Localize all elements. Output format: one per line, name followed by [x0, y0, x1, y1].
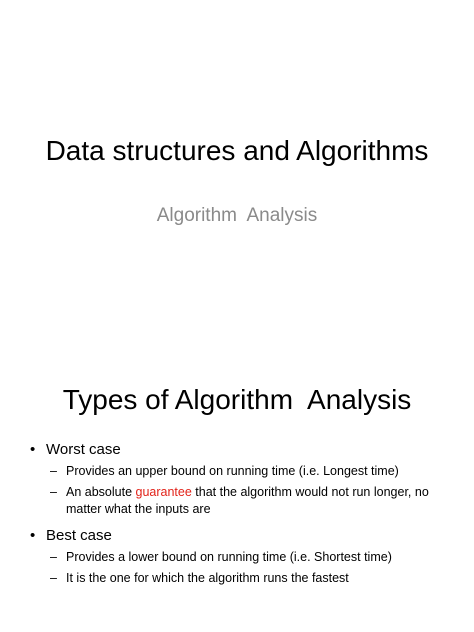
- slide-2-title: Types of Algorithm Analysis: [62, 384, 412, 415]
- sub-bullet-marker: –: [50, 485, 57, 499]
- sub-bullet-fastest: [30, 570, 466, 587]
- sub-bullet-marker: –: [50, 571, 57, 585]
- sub-bullet-guarantee: [30, 484, 466, 518]
- sub-bullet-text: Provides an upper bound on running time (i.e. Longest time): [66, 464, 399, 478]
- bullet-label: Worst case: [46, 441, 121, 458]
- slide-1-subtitle: Algorithm Analysis: [156, 205, 318, 226]
- bullet-worst-case: [30, 440, 454, 460]
- sub-bullet-upper-bound: [30, 463, 466, 480]
- sub-bullet-text: Provides a lower bound on running time (i.e. Shortest time): [66, 550, 392, 564]
- bullet-marker: •: [30, 527, 36, 544]
- sub-bullet-lower-bound: [30, 549, 466, 566]
- bullet-best-case: [30, 526, 454, 546]
- highlight-guarantee: guarantee: [135, 485, 192, 499]
- bullet-label: Best case: [46, 527, 112, 544]
- sub-bullet-marker: –: [50, 464, 57, 478]
- bullet-list: [30, 440, 454, 591]
- sub-bullet-text-before: An absolute: [66, 485, 136, 499]
- bullet-marker: •: [30, 441, 36, 458]
- slide-1-title: Data structures and Algorithms: [45, 135, 429, 166]
- sub-bullet-text-after: that the algorithm would not run longer, no matter what the inputs are: [66, 485, 429, 516]
- sub-bullet-text: It is the one for which the algorithm runs the fastest: [66, 571, 349, 585]
- sub-bullet-marker: –: [50, 550, 57, 564]
